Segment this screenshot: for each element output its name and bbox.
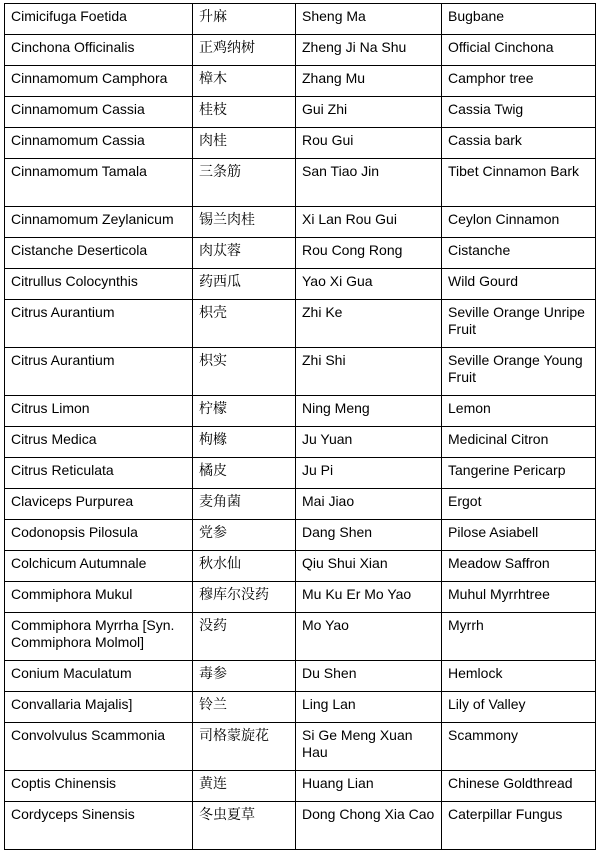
latin-name-cell: Citrus Aurantium xyxy=(5,348,193,396)
pinyin-name-cell: Si Ge Meng Xuan Hau xyxy=(296,723,442,771)
chinese-name-cell: 毒参 xyxy=(193,661,296,692)
table-row xyxy=(5,582,596,613)
latin-name-cell: Citrullus Colocynthis xyxy=(5,269,193,300)
pinyin-name-cell: Rou Cong Rong xyxy=(296,238,442,269)
chinese-name-cell: 枳实 xyxy=(193,348,296,396)
table-row xyxy=(5,269,596,300)
table-row xyxy=(5,613,596,661)
chinese-name-cell: 司格蒙旋花 xyxy=(193,723,296,771)
english-name-cell: Chinese Goldthread xyxy=(442,771,596,802)
table-row xyxy=(5,458,596,489)
latin-name-cell: Commiphora Myrrha [Syn. Commiphora Molmol] xyxy=(5,613,193,661)
latin-name-cell: Citrus Reticulata xyxy=(5,458,193,489)
pinyin-name-cell: Mu Ku Er Mo Yao xyxy=(296,582,442,613)
chinese-name-cell: 三条筋 xyxy=(193,159,296,207)
table-row xyxy=(5,771,596,802)
english-name-cell: Hemlock xyxy=(442,661,596,692)
latin-name-cell: Citrus Limon xyxy=(5,396,193,427)
latin-name-cell: Cimicifuga Foetida xyxy=(5,4,193,35)
chinese-name-cell: 穆库尔没药 xyxy=(193,582,296,613)
latin-name-cell: Colchicum Autumnale xyxy=(5,551,193,582)
latin-name-cell: Cordyceps Sinensis xyxy=(5,802,193,850)
english-name-cell: Lemon xyxy=(442,396,596,427)
table-row xyxy=(5,4,596,35)
table-row xyxy=(5,520,596,551)
pinyin-name-cell: San Tiao Jin xyxy=(296,159,442,207)
chinese-name-cell: 樟木 xyxy=(193,66,296,97)
table-row xyxy=(5,35,596,66)
english-name-cell: Lily of Valley xyxy=(442,692,596,723)
latin-name-cell: Citrus Aurantium xyxy=(5,300,193,348)
chinese-name-cell: 麦角菌 xyxy=(193,489,296,520)
english-name-cell: Scammony xyxy=(442,723,596,771)
english-name-cell: Tangerine Pericarp xyxy=(442,458,596,489)
chinese-name-cell: 肉桂 xyxy=(193,128,296,159)
chinese-name-cell: 肉苁蓉 xyxy=(193,238,296,269)
herb-names-table xyxy=(4,3,596,850)
chinese-name-cell: 枸橼 xyxy=(193,427,296,458)
pinyin-name-cell: Rou Gui xyxy=(296,128,442,159)
english-name-cell: Pilose Asiabell xyxy=(442,520,596,551)
chinese-name-cell: 秋水仙 xyxy=(193,551,296,582)
chinese-name-cell: 锡兰肉桂 xyxy=(193,207,296,238)
table-row xyxy=(5,348,596,396)
pinyin-name-cell: Qiu Shui Xian xyxy=(296,551,442,582)
pinyin-name-cell: Dang Shen xyxy=(296,520,442,551)
chinese-name-cell: 正鸡纳树 xyxy=(193,35,296,66)
english-name-cell: Cassia bark xyxy=(442,128,596,159)
table-row xyxy=(5,159,596,207)
table-row xyxy=(5,300,596,348)
table-row xyxy=(5,128,596,159)
english-name-cell: Myrrh xyxy=(442,613,596,661)
english-name-cell: Seville Orange Unripe Fruit xyxy=(442,300,596,348)
english-name-cell: Official Cinchona xyxy=(442,35,596,66)
table-row xyxy=(5,238,596,269)
english-name-cell: Bugbane xyxy=(442,4,596,35)
pinyin-name-cell: Ling Lan xyxy=(296,692,442,723)
chinese-name-cell: 党参 xyxy=(193,520,296,551)
table-row xyxy=(5,427,596,458)
pinyin-name-cell: Yao Xi Gua xyxy=(296,269,442,300)
english-name-cell: Muhul Myrrhtree xyxy=(442,582,596,613)
pinyin-name-cell: Dong Chong Xia Cao xyxy=(296,802,442,850)
english-name-cell: Caterpillar Fungus xyxy=(442,802,596,850)
english-name-cell: Seville Orange Young Fruit xyxy=(442,348,596,396)
table-row xyxy=(5,551,596,582)
chinese-name-cell: 铃兰 xyxy=(193,692,296,723)
pinyin-name-cell: Gui Zhi xyxy=(296,97,442,128)
table-row xyxy=(5,207,596,238)
chinese-name-cell: 桂枝 xyxy=(193,97,296,128)
pinyin-name-cell: Ju Pi xyxy=(296,458,442,489)
latin-name-cell: Claviceps Purpurea xyxy=(5,489,193,520)
table-row xyxy=(5,723,596,771)
english-name-cell: Meadow Saffron xyxy=(442,551,596,582)
pinyin-name-cell: Ju Yuan xyxy=(296,427,442,458)
pinyin-name-cell: Ning Meng xyxy=(296,396,442,427)
pinyin-name-cell: Zhi Ke xyxy=(296,300,442,348)
pinyin-name-cell: Zheng Ji Na Shu xyxy=(296,35,442,66)
chinese-name-cell: 柠檬 xyxy=(193,396,296,427)
chinese-name-cell: 橘皮 xyxy=(193,458,296,489)
table-row xyxy=(5,802,596,850)
english-name-cell: Wild Gourd xyxy=(442,269,596,300)
pinyin-name-cell: Xi Lan Rou Gui xyxy=(296,207,442,238)
pinyin-name-cell: Du Shen xyxy=(296,661,442,692)
chinese-name-cell: 药西瓜 xyxy=(193,269,296,300)
table-row xyxy=(5,661,596,692)
english-name-cell: Cassia Twig xyxy=(442,97,596,128)
chinese-name-cell: 黄连 xyxy=(193,771,296,802)
latin-name-cell: Coptis Chinensis xyxy=(5,771,193,802)
latin-name-cell: Commiphora Mukul xyxy=(5,582,193,613)
latin-name-cell: Cinnamomum Cassia xyxy=(5,97,193,128)
latin-name-cell: Citrus Medica xyxy=(5,427,193,458)
table-row xyxy=(5,692,596,723)
chinese-name-cell: 枳壳 xyxy=(193,300,296,348)
latin-name-cell: Cinchona Officinalis xyxy=(5,35,193,66)
table-row xyxy=(5,66,596,97)
latin-name-cell: Cinnamomum Tamala xyxy=(5,159,193,207)
latin-name-cell: Codonopsis Pilosula xyxy=(5,520,193,551)
english-name-cell: Ceylon Cinnamon xyxy=(442,207,596,238)
pinyin-name-cell: Mo Yao xyxy=(296,613,442,661)
english-name-cell: Cistanche xyxy=(442,238,596,269)
latin-name-cell: Cinnamomum Camphora xyxy=(5,66,193,97)
latin-name-cell: Cinnamomum Cassia xyxy=(5,128,193,159)
english-name-cell: Camphor tree xyxy=(442,66,596,97)
latin-name-cell: Cinnamomum Zeylanicum xyxy=(5,207,193,238)
table-row xyxy=(5,489,596,520)
chinese-name-cell: 冬虫夏草 xyxy=(193,802,296,850)
chinese-name-cell: 没药 xyxy=(193,613,296,661)
pinyin-name-cell: Sheng Ma xyxy=(296,4,442,35)
english-name-cell: Ergot xyxy=(442,489,596,520)
latin-name-cell: Convolvulus Scammonia xyxy=(5,723,193,771)
table-row xyxy=(5,396,596,427)
latin-name-cell: Conium Maculatum xyxy=(5,661,193,692)
pinyin-name-cell: Zhang Mu xyxy=(296,66,442,97)
english-name-cell: Tibet Cinnamon Bark xyxy=(442,159,596,207)
english-name-cell: Medicinal Citron xyxy=(442,427,596,458)
pinyin-name-cell: Zhi Shi xyxy=(296,348,442,396)
pinyin-name-cell: Huang Lian xyxy=(296,771,442,802)
chinese-name-cell: 升麻 xyxy=(193,4,296,35)
table-row xyxy=(5,97,596,128)
latin-name-cell: Convallaria Majalis] xyxy=(5,692,193,723)
pinyin-name-cell: Mai Jiao xyxy=(296,489,442,520)
latin-name-cell: Cistanche Deserticola xyxy=(5,238,193,269)
